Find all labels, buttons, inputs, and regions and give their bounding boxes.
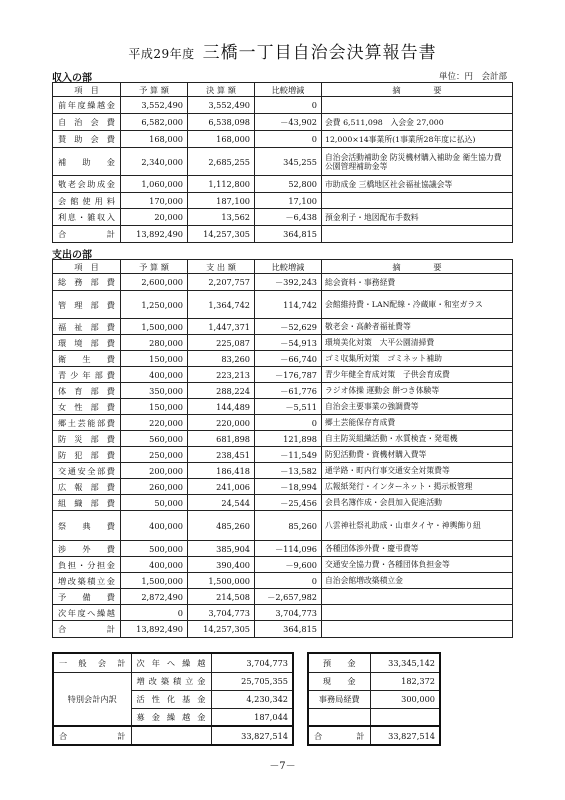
row-note: 各種団体渉外費・慶弔費等 <box>322 541 513 557</box>
row-note: 青少年健全育成対策 子供会育成費 <box>322 367 513 383</box>
deposit-label <box>308 708 370 726</box>
deposit-value: 300,000 <box>370 690 440 708</box>
deposit-label: 預 金 <box>308 653 370 672</box>
row-diff: 114,742 <box>255 291 322 319</box>
table-header-row <box>53 260 513 274</box>
row-item: 前年度繰越金 <box>53 97 121 114</box>
deposit-row <box>308 708 440 726</box>
summary-special-label: 特別会計内訳 <box>53 672 131 726</box>
row-item: 青少年部費 <box>53 367 121 383</box>
row-note: 敬老会・高齢者福祉費等 <box>322 319 513 335</box>
row-note: 自主防災組織活動・水質検査・発電機 <box>322 431 513 447</box>
row-actual: 168,000 <box>188 131 255 148</box>
table-row <box>53 148 513 176</box>
total-label: 合 計 <box>53 226 121 243</box>
income-table <box>52 82 513 243</box>
expense-heading: 支出の部 <box>52 250 92 261</box>
title-year: 平成29年度 <box>128 47 195 61</box>
row-budget: 2,600,000 <box>121 274 188 291</box>
income-heading: 収入の部 <box>52 73 92 84</box>
document-title <box>0 38 565 63</box>
row-note: 自治会活動補助金 防災機材購入補助金 衛生協力費 公園管理補助金等 <box>322 148 513 176</box>
column-header: 予 算 額 <box>121 260 188 274</box>
row-budget: 150,000 <box>121 351 188 367</box>
table-row <box>53 463 513 479</box>
row-actual: 1,364,742 <box>188 291 255 319</box>
row-budget: 170,000 <box>121 193 188 209</box>
summary-special-value: 25,705,355 <box>211 672 293 690</box>
table-row <box>53 367 513 383</box>
row-actual: 24,544 <box>188 495 255 511</box>
row-diff: 0 <box>255 573 322 589</box>
row-item: 渉外費 <box>53 541 121 557</box>
summary-special-value: 4,230,342 <box>211 690 293 708</box>
total-actual: 14,257,305 <box>188 621 255 638</box>
total-actual: 14,257,305 <box>188 226 255 243</box>
row-note: 郷土芸能保存育成費 <box>322 415 513 431</box>
row-item: 福祉部費 <box>53 319 121 335</box>
row-budget: 6,582,000 <box>121 114 188 131</box>
title-main: 三橋一丁目自治会決算報告書 <box>202 43 437 63</box>
row-actual: 1,447,371 <box>188 319 255 335</box>
row-budget: 3,552,490 <box>121 97 188 114</box>
row-note: 環境美化対策 大平公園清掃費 <box>322 335 513 351</box>
table-row <box>53 351 513 367</box>
row-note: 自治会館増改築積立金 <box>322 573 513 589</box>
row-budget: 350,000 <box>121 383 188 399</box>
table-row <box>53 541 513 557</box>
row-diff: 0 <box>255 131 322 148</box>
expense-table <box>52 259 513 638</box>
column-header: 決 算 額 <box>188 83 255 97</box>
table-row <box>53 557 513 573</box>
row-note: ゴミ収集所対策 ゴミネット補助 <box>322 351 513 367</box>
row-budget: 0 <box>121 605 188 621</box>
summary-general-sub: 次年へ繰越 <box>131 653 211 672</box>
row-diff: 121,898 <box>255 431 322 447</box>
row-actual: 187,100 <box>188 193 255 209</box>
row-diff: 0 <box>255 97 322 114</box>
row-actual: 220,000 <box>188 415 255 431</box>
row-diff: 85,260 <box>255 511 322 541</box>
table-row <box>53 495 513 511</box>
row-actual: 225,087 <box>188 335 255 351</box>
row-item: 賛助会費 <box>53 131 121 148</box>
row-diff: －66,740 <box>255 351 322 367</box>
row-item: 負担・分担金 <box>53 557 121 573</box>
deposit-row <box>308 672 440 690</box>
table-row <box>53 605 513 621</box>
row-budget: 250,000 <box>121 447 188 463</box>
table-row <box>53 274 513 291</box>
total-row <box>53 226 513 243</box>
row-item: 衛生費 <box>53 351 121 367</box>
row-note: 八雲神社祭礼助成・山車タイヤ・神輿飾り紐 <box>322 511 513 541</box>
deposit-total-value: 33,827,514 <box>370 726 440 745</box>
row-note: 交通安全協力費・各種団体負担金等 <box>322 557 513 573</box>
row-diff: －43,902 <box>255 114 322 131</box>
deposit-label: 事務局経費 <box>308 690 370 708</box>
row-note <box>322 589 513 605</box>
row-budget: 400,000 <box>121 367 188 383</box>
table-row <box>53 97 513 114</box>
row-budget: 1,250,000 <box>121 291 188 319</box>
row-item: 管理部費 <box>53 291 121 319</box>
deposit-value <box>370 708 440 726</box>
total-budget: 13,892,490 <box>121 621 188 638</box>
column-header: 項 目 <box>53 260 121 274</box>
row-diff: 17,100 <box>255 193 322 209</box>
row-actual: 223,213 <box>188 367 255 383</box>
summary-general-label: 一般会計 <box>53 653 131 672</box>
row-diff: －392,243 <box>255 274 322 291</box>
row-note <box>322 193 513 209</box>
row-item: 郷土芸能部費 <box>53 415 121 431</box>
column-header: 予 算 額 <box>121 83 188 97</box>
row-diff: －2,657,982 <box>255 589 322 605</box>
row-item: 女性部費 <box>53 399 121 415</box>
row-actual: 681,898 <box>188 431 255 447</box>
table-row <box>53 573 513 589</box>
row-budget: 2,872,490 <box>121 589 188 605</box>
table-row <box>53 335 513 351</box>
table-row <box>53 193 513 209</box>
row-note: 預金利子・地図配布手数料 <box>322 209 513 226</box>
row-note: 市助成金 三橋地区社会福祉協議会等 <box>322 176 513 193</box>
table-row <box>53 131 513 148</box>
row-item: 増改築積立金 <box>53 573 121 589</box>
row-actual: 3,704,773 <box>188 605 255 621</box>
row-actual: 2,685,255 <box>188 148 255 176</box>
row-budget: 500,000 <box>121 541 188 557</box>
row-note: 防犯活動費・資機材購入費等 <box>322 447 513 463</box>
summary-special-sub: 増改築積立金 <box>131 672 211 690</box>
deposit-row <box>308 653 440 672</box>
row-diff: －18,994 <box>255 479 322 495</box>
summary-special-value: 187,044 <box>211 708 293 726</box>
row-budget: 200,000 <box>121 463 188 479</box>
summary-special-sub: 活性化基金 <box>131 690 211 708</box>
row-diff: －13,582 <box>255 463 322 479</box>
summary-total-blank <box>131 726 211 745</box>
row-budget: 400,000 <box>121 557 188 573</box>
row-note: 12,000×14事業所(1事業所28年度に払込) <box>322 131 513 148</box>
row-item: 会館使用料 <box>53 193 121 209</box>
row-note: ラジオ体操 運動会 餅つき体験等 <box>322 383 513 399</box>
row-item: 広報部費 <box>53 479 121 495</box>
row-diff: 52,800 <box>255 176 322 193</box>
row-budget: 280,000 <box>121 335 188 351</box>
column-header: 項 目 <box>53 83 121 97</box>
row-actual: 238,451 <box>188 447 255 463</box>
row-actual: 186,418 <box>188 463 255 479</box>
table-row <box>53 589 513 605</box>
row-actual: 83,260 <box>188 351 255 367</box>
row-actual: 288,224 <box>188 383 255 399</box>
row-item: 利息・雑収入 <box>53 209 121 226</box>
row-diff: －5,511 <box>255 399 322 415</box>
table-row <box>53 511 513 541</box>
row-diff: －61,776 <box>255 383 322 399</box>
total-budget: 13,892,490 <box>121 226 188 243</box>
row-item: 祭典費 <box>53 511 121 541</box>
row-note <box>322 605 513 621</box>
table-row <box>53 415 513 431</box>
row-item: 総務部費 <box>53 274 121 291</box>
row-note: 通学路・町内行事交通安全対策費等 <box>322 463 513 479</box>
row-note: 総会資料・事務経費 <box>322 274 513 291</box>
row-actual: 214,508 <box>188 589 255 605</box>
row-item: 環境部費 <box>53 335 121 351</box>
row-note: 広報紙発行・インターネット・掲示板管理 <box>322 479 513 495</box>
table-row <box>53 319 513 335</box>
row-budget: 50,000 <box>121 495 188 511</box>
row-diff: 345,255 <box>255 148 322 176</box>
row-actual: 385,904 <box>188 541 255 557</box>
row-diff: －54,913 <box>255 335 322 351</box>
total-row <box>53 621 513 638</box>
unit-note: 単位：円 会計部 <box>438 72 507 82</box>
row-budget: 1,500,000 <box>121 573 188 589</box>
summary-total-label: 合 計 <box>53 726 131 745</box>
deposit-row <box>308 690 440 708</box>
row-diff: －9,600 <box>255 557 322 573</box>
row-diff: －52,629 <box>255 319 322 335</box>
column-header: 比較増減 <box>255 260 322 274</box>
table-row <box>53 291 513 319</box>
summary-general-value: 3,704,773 <box>211 653 293 672</box>
row-item: 次年度へ繰越 <box>53 605 121 621</box>
row-actual: 13,562 <box>188 209 255 226</box>
summary-total-value: 33,827,514 <box>211 726 293 745</box>
row-actual: 2,207,757 <box>188 274 255 291</box>
row-item: 交通安全部費 <box>53 463 121 479</box>
total-diff: 364,815 <box>255 621 322 638</box>
table-row <box>53 114 513 131</box>
page-number: －7－ <box>269 761 296 772</box>
total-label: 合 計 <box>53 621 121 638</box>
row-note: 会館維持費・LAN配線・冷蔵庫・和室ガラス <box>322 291 513 319</box>
row-budget: 220,000 <box>121 415 188 431</box>
summary-table <box>52 652 294 746</box>
total-diff: 364,815 <box>255 226 322 243</box>
deposit-label: 現 金 <box>308 672 370 690</box>
row-diff: －25,456 <box>255 495 322 511</box>
row-budget: 1,060,000 <box>121 176 188 193</box>
column-header: 支 出 額 <box>188 260 255 274</box>
row-actual: 1,500,000 <box>188 573 255 589</box>
column-header: 比較増減 <box>255 83 322 97</box>
row-budget: 2,340,000 <box>121 148 188 176</box>
row-diff: 3,704,773 <box>255 605 322 621</box>
table-row <box>53 399 513 415</box>
row-item: 防災部費 <box>53 431 121 447</box>
row-item: 体育部費 <box>53 383 121 399</box>
row-actual: 485,260 <box>188 511 255 541</box>
column-header: 摘 要 <box>322 260 513 274</box>
row-diff: －11,549 <box>255 447 322 463</box>
row-budget: 560,000 <box>121 431 188 447</box>
table-row <box>53 447 513 463</box>
row-diff: －6,438 <box>255 209 322 226</box>
row-item: 自治会費 <box>53 114 121 131</box>
deposits-table <box>307 652 441 746</box>
row-diff: －114,096 <box>255 541 322 557</box>
row-note <box>322 97 513 114</box>
row-budget: 150,000 <box>121 399 188 415</box>
row-budget: 168,000 <box>121 131 188 148</box>
table-row <box>53 479 513 495</box>
row-note: 会員名簿作成・会員加入促進活動 <box>322 495 513 511</box>
row-item: 予備費 <box>53 589 121 605</box>
row-diff: －176,787 <box>255 367 322 383</box>
row-item: 敬老会助成金 <box>53 176 121 193</box>
deposit-value: 182,372 <box>370 672 440 690</box>
deposit-total-label: 合 計 <box>308 726 370 745</box>
row-actual: 1,112,800 <box>188 176 255 193</box>
row-budget: 20,000 <box>121 209 188 226</box>
row-diff: 0 <box>255 415 322 431</box>
row-budget: 400,000 <box>121 511 188 541</box>
row-actual: 6,538,098 <box>188 114 255 131</box>
deposit-value: 33,345,142 <box>370 653 440 672</box>
row-note: 会費 6,511,098 入会金 27,000 <box>322 114 513 131</box>
row-actual: 241,006 <box>188 479 255 495</box>
row-item: 組織部費 <box>53 495 121 511</box>
row-budget: 1,500,000 <box>121 319 188 335</box>
table-row <box>53 431 513 447</box>
row-item: 補助金 <box>53 148 121 176</box>
row-actual: 144,489 <box>188 399 255 415</box>
row-budget: 260,000 <box>121 479 188 495</box>
column-header: 摘 要 <box>322 83 513 97</box>
total-note <box>322 621 513 638</box>
table-row <box>53 176 513 193</box>
table-row <box>53 383 513 399</box>
deposit-total-row <box>308 726 440 745</box>
summary-special-sub: 募金繰越金 <box>131 708 211 726</box>
row-note: 自治会主要事業の強調費等 <box>322 399 513 415</box>
table-row <box>53 209 513 226</box>
row-item: 防犯部費 <box>53 447 121 463</box>
total-note <box>322 226 513 243</box>
row-actual: 390,400 <box>188 557 255 573</box>
row-actual: 3,552,490 <box>188 97 255 114</box>
table-header-row <box>53 83 513 97</box>
